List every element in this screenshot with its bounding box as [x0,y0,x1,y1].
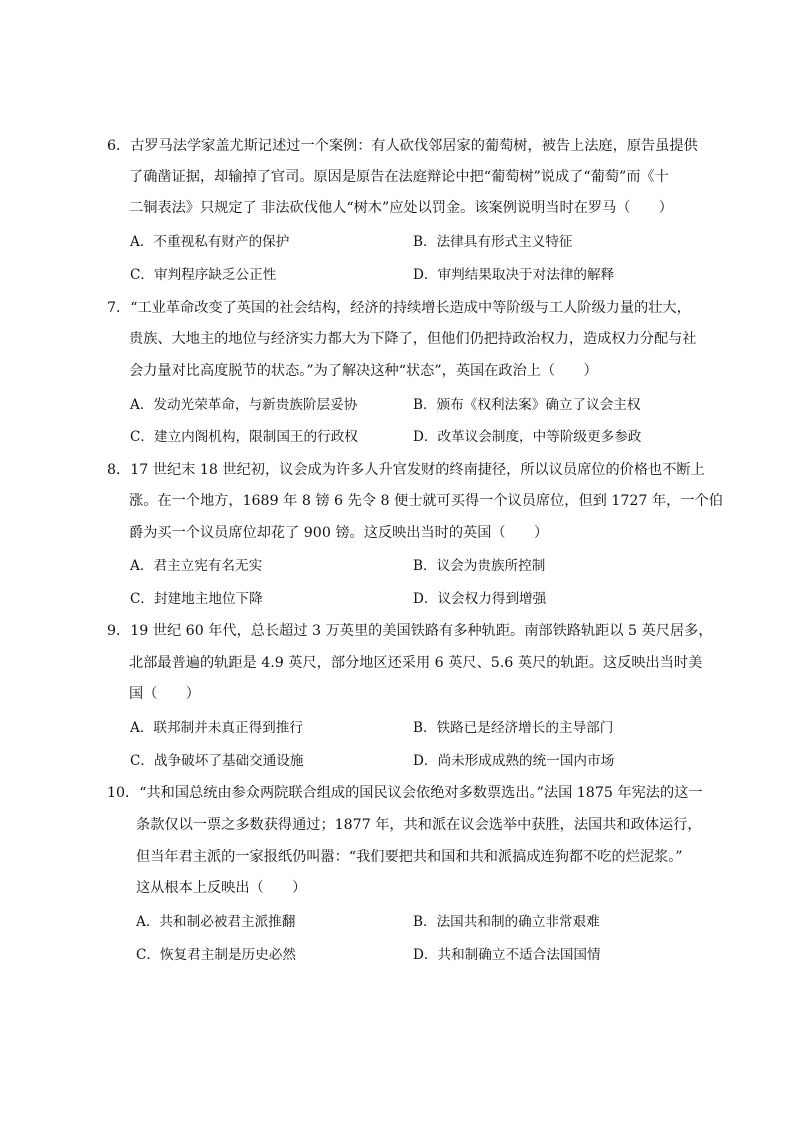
question-10-line-1: 10．“共和国总统由参众两院联合组成的国民议会依绝对多数票选出。”法国 1875 年宪法的这一 [107,785,703,801]
question-9-option-b[interactable]: B．铁路已是经济增长的主导部门 [413,720,614,736]
question-9-line-2: 北部最普遍的轨距是 4.9 英尺，部分地区还采用 6 英尺、5.6 英尺的轨距。这反映出当时美 [129,655,703,671]
question-9-line-3: 国（ ） [129,686,200,702]
question-10-option-d[interactable]: D．共和制确立不适合法国国情 [413,947,601,963]
question-6-line-3: 二铜表法》只规定了 非法砍伐他人“树木”应处以罚金。该案例说明当时在罗马（ ） [129,200,673,216]
question-7-line-2: 贵族、大地主的地位与经济实力都大为下降了，但他们仍把持政治权力，造成权力分配与社 [129,331,697,347]
question-10-option-c[interactable]: C．恢复君主制是历史必然 [136,947,296,963]
question-8-line-3: 爵为买一个议员席位却花了 900 镑。这反映出当时的英国（ ） [129,525,549,541]
question-6-option-b[interactable]: B．法律具有形式主义特征 [413,234,573,250]
question-8-option-d[interactable]: D．议会权力得到增强 [413,591,547,607]
question-7-option-c[interactable]: C．建立内阁机构，限制国王的行政权 [130,429,358,445]
question-7-option-d[interactable]: D．改革议会制度，中等阶级更多参政 [413,429,642,445]
question-7-line-3: 会力量对比高度脱节的状态。”为了解决这种“状态”，英国在政治上（ ） [129,363,598,379]
question-10-option-a[interactable]: A．共和制必被君主派推翻 [136,914,296,930]
question-6-line-1: 6．古罗马法学家盖尤斯记述过一个案例：有人砍伐邻居家的葡萄树，被告上法庭，原告虽提供 [107,138,698,154]
question-8-line-2: 涨。在一个地方，1689 年 8 镑 6 先令 8 便士就可买得一个议员席位，但到 1727 年，一个伯 [129,493,723,509]
question-8-option-a[interactable]: A．君主立宪有名无实 [130,558,263,574]
question-9-option-c[interactable]: C．战争破坏了基础交通设施 [130,753,304,769]
question-6-option-c[interactable]: C．审判程序缺乏公正性 [130,267,277,283]
question-9-line-1: 9．19 世纪 60 年代，总长超过 3 万英里的美国铁路有多种轨距。南部铁路轨距以 5 英尺居多， [107,623,713,639]
question-7-option-b[interactable]: B．颁布《权利法案》确立了议会主权 [413,397,641,413]
question-6-option-a[interactable]: A．不重视私有财产的保护 [130,234,290,250]
question-8-option-c[interactable]: C．封建地主地位下降 [130,591,263,607]
question-10-line-2: 条款仅以一票之多数获得通过；1877 年，共和派在议会选举中获胜，法国共和政体运行， [136,817,702,833]
question-9-option-a[interactable]: A．联邦制并未真正得到推行 [130,720,303,736]
question-6-option-d[interactable]: D．审判结果取决于对法律的解释 [413,267,615,283]
question-7-line-1: 7．“工业革命改变了英国的社会结构，经济的持续增长造成中等阶级与工人阶级力量的壮大， [107,300,691,316]
question-7-option-a[interactable]: A．发动光荣革命，与新贵族阶层妥协 [130,397,358,413]
question-10-line-4: 这从根本上反映出（ ） [136,880,307,896]
question-9-option-d[interactable]: D．尚未形成成熟的统一国内市场 [413,753,615,769]
question-8-line-1: 8．17 世纪末 18 世纪初，议会成为许多人升官发财的终南捷径，所以议员席位的价格也不断上 [107,462,705,478]
question-6-line-2: 了确凿证据，却输掉了官司。原因是原告在法庭辩论中把“葡萄树”说成了“葡萄”而《十 [129,169,669,185]
question-10-line-3: 但当年君主派的一家报纸仍叫嚣：“我们要把共和国和共和派搞成连狗都不吃的烂泥浆。” [136,849,683,865]
question-8-option-b[interactable]: B．议会为贵族所控制 [413,558,546,574]
question-10-option-b[interactable]: B．法国共和制的确立非常艰难 [413,914,600,930]
